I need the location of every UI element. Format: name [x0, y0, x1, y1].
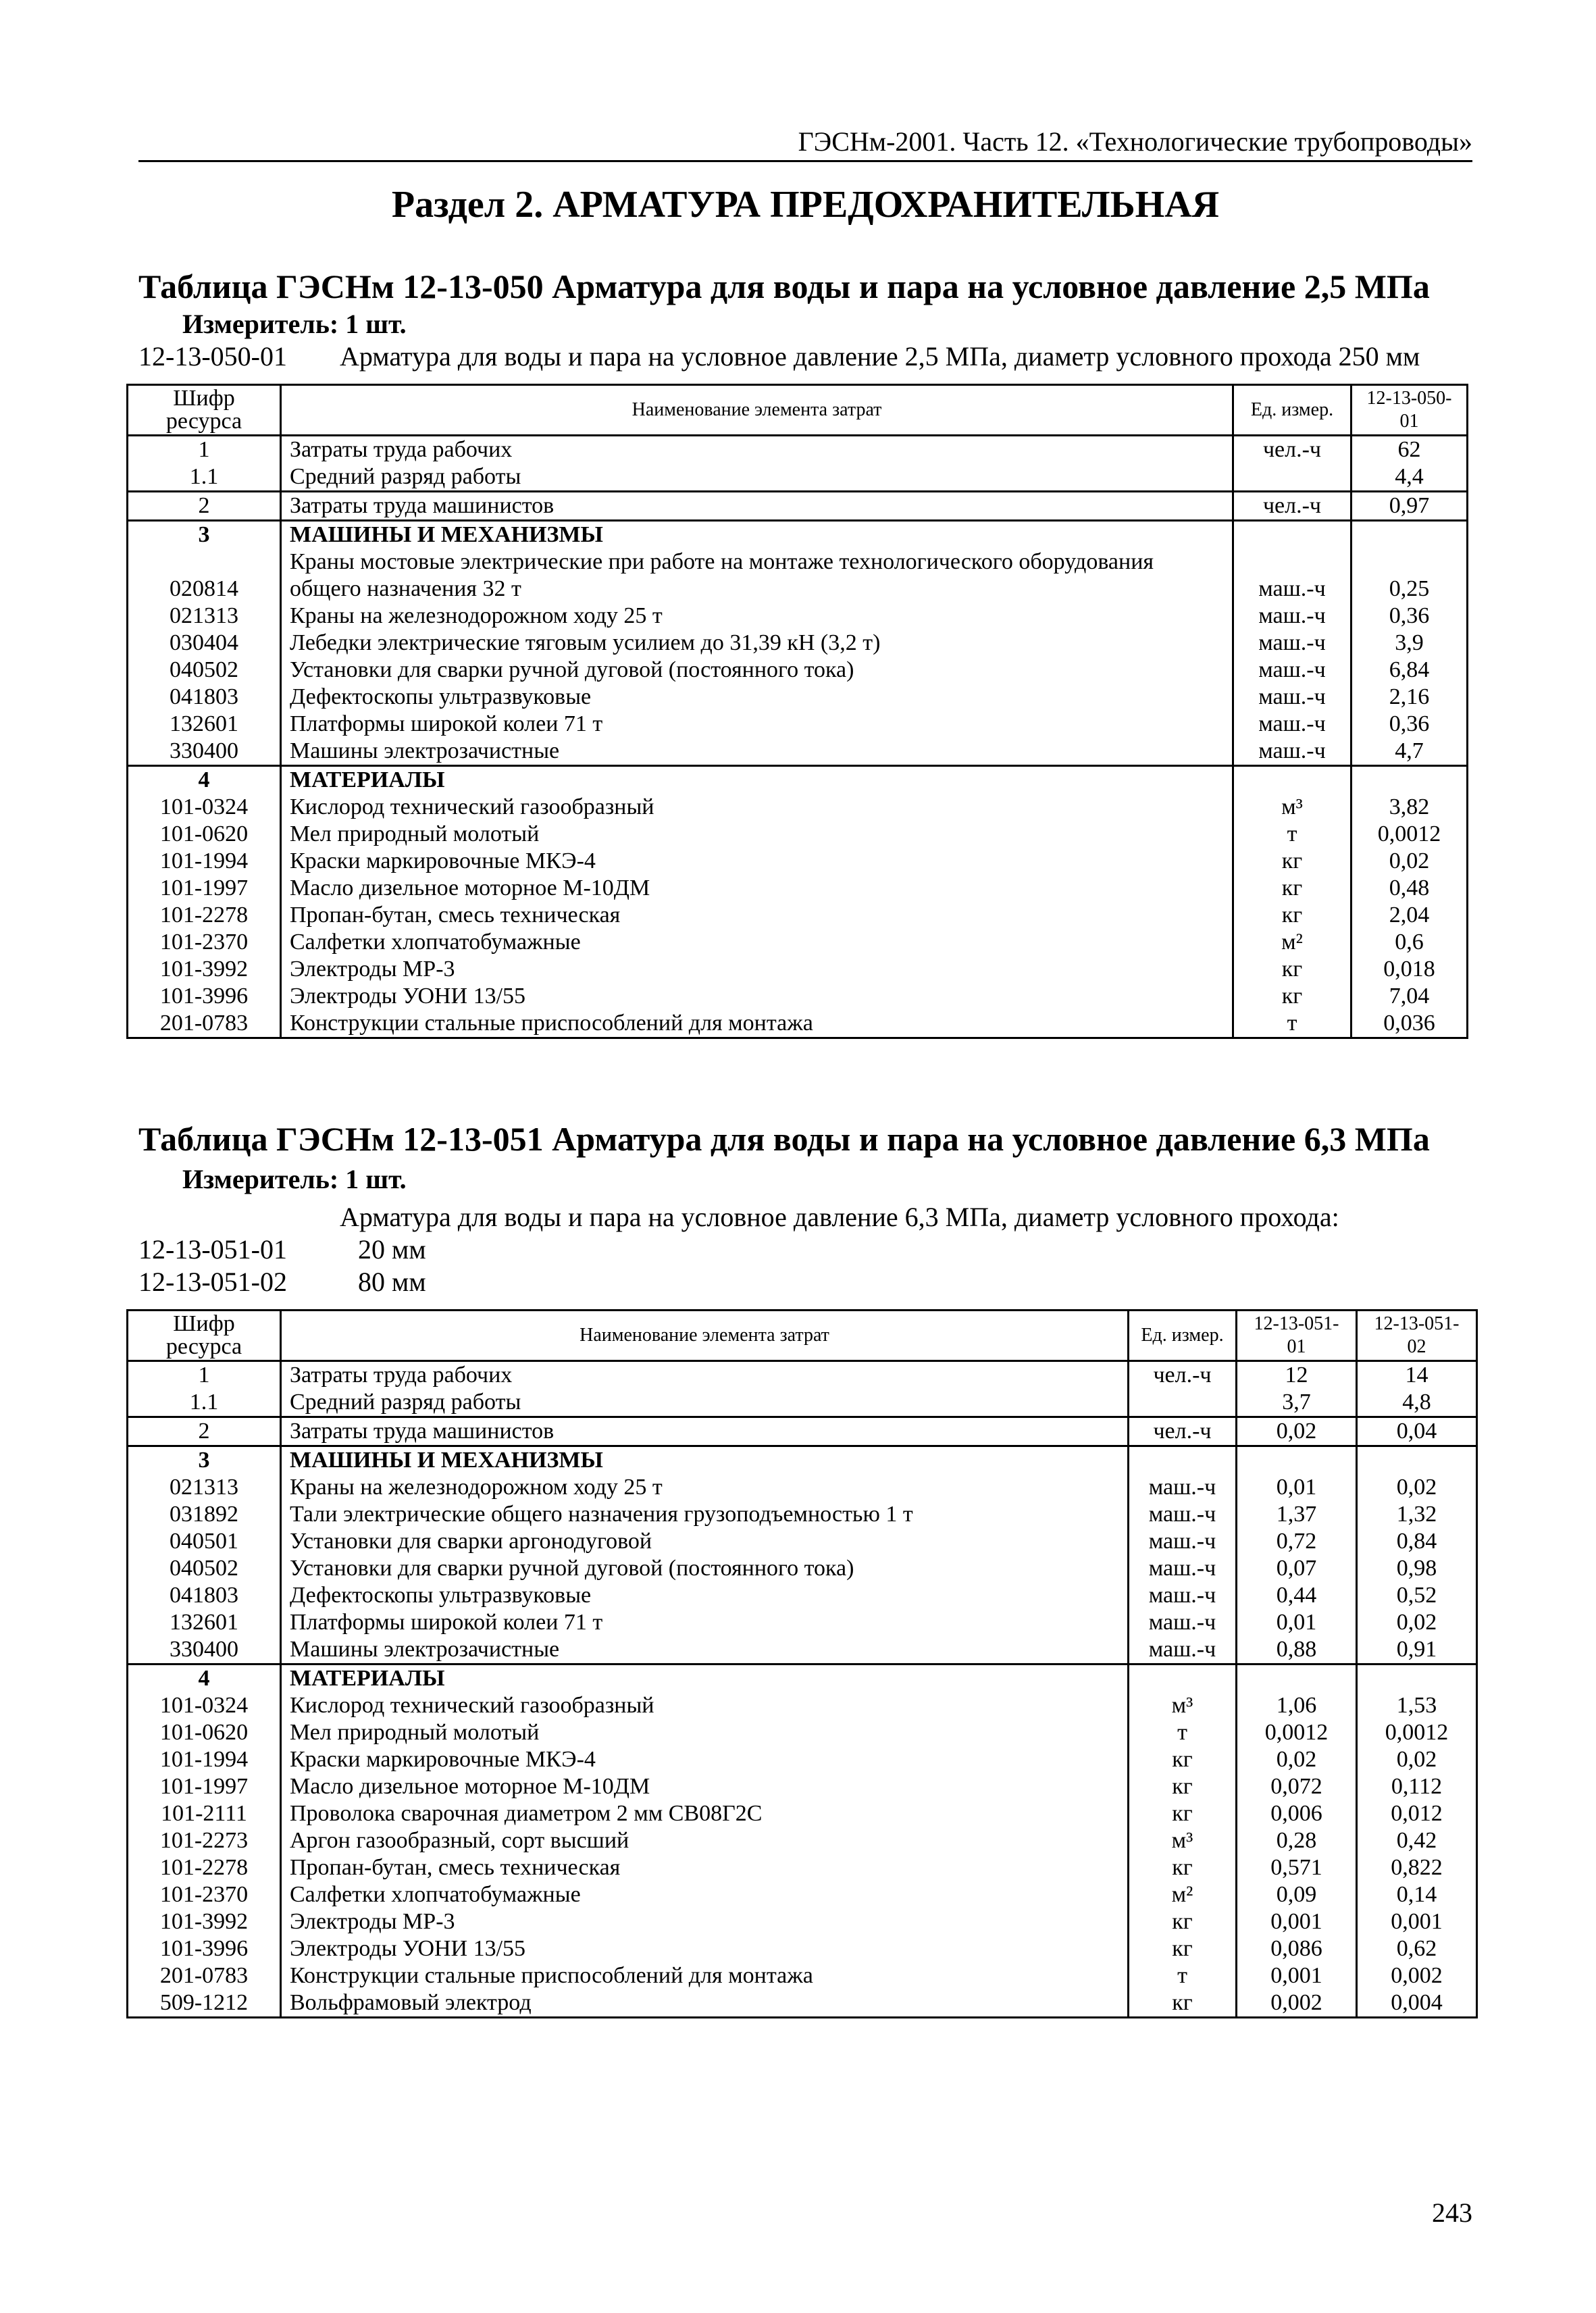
cell-v1: 0,28 [1237, 1827, 1357, 1854]
cell-v2: 0,14 [1357, 1881, 1477, 1908]
table-row [128, 1935, 1477, 1962]
cell-v1: 0,44 [1237, 1582, 1357, 1609]
table-row [128, 1664, 1477, 1693]
table-row [128, 711, 1468, 738]
cell-name: Электроды УОНИ 13/55 [281, 1935, 1129, 1962]
table2-desc: Арматура для воды и пара на условное давление 6,3 МПа, диаметр условного прохода: [340, 1202, 1339, 1232]
cell-unit: м² [1129, 1881, 1237, 1908]
cell-v2: 0,98 [1357, 1555, 1477, 1582]
cell-v2: 1,53 [1357, 1692, 1477, 1719]
cell-code: 201-0783 [128, 1010, 281, 1038]
cell-name: Средний разряд работы [281, 1389, 1129, 1417]
table2-subitem-code: 12-13-051-02 [138, 1267, 287, 1297]
table-row [128, 983, 1468, 1010]
cell-v2: 4,8 [1357, 1389, 1477, 1417]
cell-unit: маш.-ч [1233, 711, 1352, 738]
cell-v1: 0,0012 [1352, 821, 1468, 848]
table-row [128, 1582, 1477, 1609]
cell-name: Машины электрозачистные [281, 738, 1233, 766]
cell-v1: 2,16 [1352, 684, 1468, 711]
cell-unit: м³ [1233, 794, 1352, 821]
cell-name: Проволока сварочная диаметром 2 мм СВ08Г2С [281, 1800, 1129, 1827]
cell-code: 101-2278 [128, 1854, 281, 1881]
cell-code: 041803 [128, 1582, 281, 1609]
cell-unit: кг [1233, 902, 1352, 929]
cell-name: Затраты труда машинистов [281, 1417, 1129, 1446]
cell-v2: 14 [1357, 1361, 1477, 1390]
cell-code: 101-2273 [128, 1827, 281, 1854]
cell-code: 101-2111 [128, 1800, 281, 1827]
cell-name: Установки для сварки ручной дуговой (постоянного тока) [281, 657, 1233, 684]
cell-unit: маш.-ч [1233, 657, 1352, 684]
cell-code: 132601 [128, 711, 281, 738]
cell-unit: кг [1233, 875, 1352, 902]
cell-v1: 0,36 [1352, 711, 1468, 738]
cell-code: 101-3992 [128, 956, 281, 983]
cell-code: 3 [128, 1446, 281, 1475]
table-row [128, 1800, 1477, 1827]
table-row [128, 956, 1468, 983]
cell-unit [1233, 463, 1352, 492]
cell-name: Машины электрозачистные [281, 1636, 1129, 1664]
cell-unit: маш.-ч [1129, 1528, 1237, 1555]
cell-v2: 0,004 [1357, 1989, 1477, 2018]
cell-v1: 12 [1237, 1361, 1357, 1390]
cell-code: 1 [128, 1361, 281, 1390]
table-row [128, 1719, 1477, 1746]
table2-subitem-code: 12-13-051-01 [138, 1234, 287, 1265]
table2-subitem-text: 80 мм [358, 1267, 426, 1297]
cell-v2 [1357, 1446, 1477, 1475]
cell-code: 330400 [128, 1636, 281, 1664]
cell-code: 101-3992 [128, 1908, 281, 1935]
cell-code: 2 [128, 492, 281, 521]
cell-unit: кг [1129, 1854, 1237, 1881]
cell-v2: 0,0012 [1357, 1719, 1477, 1746]
cell-v2: 0,02 [1357, 1474, 1477, 1501]
cell-unit: кг [1129, 1773, 1237, 1800]
cell-v1: 0,97 [1352, 492, 1468, 521]
table2-subitem-text: 20 мм [358, 1234, 426, 1265]
cell-code: 101-0324 [128, 794, 281, 821]
cell-unit: м³ [1129, 1827, 1237, 1854]
cell-code: 040502 [128, 1555, 281, 1582]
cell-name: Затраты труда рабочих [281, 1361, 1129, 1390]
cell-unit: маш.-ч [1233, 684, 1352, 711]
table-row [128, 1989, 1477, 2018]
table-row [128, 1962, 1477, 1989]
table-row [128, 549, 1468, 603]
table-row [128, 821, 1468, 848]
cell-name: Аргон газообразный, сорт высший [281, 1827, 1129, 1854]
cell-name: Дефектоскопы ультразвуковые [281, 684, 1233, 711]
cell-v1: 0,02 [1237, 1417, 1357, 1446]
page-number: 243 [1432, 2197, 1472, 2228]
cell-code: 101-1994 [128, 1746, 281, 1773]
cell-unit: т [1233, 821, 1352, 848]
running-header: ГЭСНм-2001. Часть 12. «Технологические трубопроводы» [138, 125, 1472, 162]
cell-v1: 0,07 [1237, 1555, 1357, 1582]
cell-unit: кг [1233, 983, 1352, 1010]
cell-unit: кг [1129, 1800, 1237, 1827]
cell-v1: 0,01 [1237, 1609, 1357, 1636]
cell-v1: 0,571 [1237, 1854, 1357, 1881]
table-row [128, 1361, 1477, 1390]
cell-unit: чел.-ч [1129, 1417, 1237, 1446]
cell-name: Затраты труда машинистов [281, 492, 1233, 521]
table-row [128, 1474, 1477, 1501]
table-row [128, 1417, 1477, 1446]
cell-code: 4 [128, 766, 281, 794]
table2-col-v2: 12-13-051-02 [1357, 1311, 1477, 1361]
cell-name: МАШИНЫ И МЕХАНИЗМЫ [281, 1446, 1129, 1475]
cell-code: 101-2370 [128, 929, 281, 956]
table-row [128, 1773, 1477, 1800]
cell-code: 101-2370 [128, 1881, 281, 1908]
cell-v1: 0,02 [1237, 1746, 1357, 1773]
table1-title: Таблица ГЭСНм 12-13-050 Арматура для воды и пара на условное давление 2,5 МПа [138, 268, 1430, 305]
cell-unit: м³ [1129, 1692, 1237, 1719]
cell-code: 021313 [128, 603, 281, 630]
cell-name: МАТЕРИАЛЫ [281, 766, 1233, 794]
table-row [128, 1010, 1468, 1038]
cell-unit: маш.-ч [1129, 1501, 1237, 1528]
cell-name: Салфетки хлопчатобумажные [281, 929, 1233, 956]
cell-v1 [1352, 521, 1468, 549]
table1-code-line [138, 340, 1420, 373]
table-row [128, 1881, 1477, 1908]
table-row [128, 630, 1468, 657]
table1-col-code: Шифр ресурса [128, 385, 281, 436]
cell-unit [1129, 1446, 1237, 1475]
cell-name: Платформы широкой колеи 71 т [281, 1609, 1129, 1636]
cell-v1: 0,48 [1352, 875, 1468, 902]
cell-v1: 0,6 [1352, 929, 1468, 956]
cell-name: Установки для сварки ручной дуговой (постоянного тока) [281, 1555, 1129, 1582]
cell-v1: 0,01 [1237, 1474, 1357, 1501]
cell-v1: 4,4 [1352, 463, 1468, 492]
cell-unit: маш.-ч [1233, 549, 1352, 603]
cell-v2: 0,52 [1357, 1582, 1477, 1609]
cell-unit: т [1233, 1010, 1352, 1038]
cell-code: 021313 [128, 1474, 281, 1501]
cell-v2: 1,32 [1357, 1501, 1477, 1528]
cell-code: 101-2278 [128, 902, 281, 929]
cell-unit: маш.-ч [1129, 1636, 1237, 1664]
cell-name: Масло дизельное моторное М-10ДМ [281, 875, 1233, 902]
table-row [128, 902, 1468, 929]
table2-subitem [138, 1234, 426, 1266]
table-row [128, 436, 1468, 464]
cell-unit: кг [1233, 956, 1352, 983]
cell-unit: т [1129, 1719, 1237, 1746]
cell-code: 201-0783 [128, 1962, 281, 1989]
cell-unit: маш.-ч [1129, 1582, 1237, 1609]
table1-item-code: 12-13-050-01 [138, 341, 287, 372]
cell-code: 330400 [128, 738, 281, 766]
table-row [128, 1446, 1477, 1475]
cell-v1: 1,37 [1237, 1501, 1357, 1528]
cell-unit: кг [1129, 1935, 1237, 1962]
table1-col-unit: Ед. измер. [1233, 385, 1352, 436]
cell-name: Кислород технический газообразный [281, 1692, 1129, 1719]
cell-v2: 0,112 [1357, 1773, 1477, 1800]
cell-code: 101-1994 [128, 848, 281, 875]
cell-unit: маш.-ч [1233, 738, 1352, 766]
cell-v1 [1237, 1664, 1357, 1693]
table-row [128, 1692, 1477, 1719]
cell-v1: 0,036 [1352, 1010, 1468, 1038]
cell-v2: 0,91 [1357, 1636, 1477, 1664]
cell-unit: маш.-ч [1233, 603, 1352, 630]
cell-unit: т [1129, 1962, 1237, 1989]
cell-v1: 3,82 [1352, 794, 1468, 821]
table-row [128, 463, 1468, 492]
cell-code: 1.1 [128, 1389, 281, 1417]
cell-v2: 0,012 [1357, 1800, 1477, 1827]
cell-name: МАТЕРИАЛЫ [281, 1664, 1129, 1693]
cell-v1: 62 [1352, 436, 1468, 464]
cell-code: 101-0324 [128, 1692, 281, 1719]
cell-unit: чел.-ч [1129, 1361, 1237, 1390]
cell-v1: 0,001 [1237, 1962, 1357, 1989]
cell-code: 020814 [128, 549, 281, 603]
cell-v1: 0,02 [1352, 848, 1468, 875]
table-row [128, 1854, 1477, 1881]
cell-v1: 0,25 [1352, 549, 1468, 603]
cell-v1: 3,7 [1237, 1389, 1357, 1417]
cell-v2: 0,002 [1357, 1962, 1477, 1989]
cell-name: Мел природный молотый [281, 1719, 1129, 1746]
cell-name: Краны на железнодорожном ходу 25 т [281, 1474, 1129, 1501]
table-row [128, 603, 1468, 630]
cell-name: Платформы широкой колеи 71 т [281, 711, 1233, 738]
cell-unit: м² [1233, 929, 1352, 956]
table-row [128, 738, 1468, 766]
cell-name: Пропан-бутан, смесь техническая [281, 1854, 1129, 1881]
cell-code: 101-1997 [128, 1773, 281, 1800]
cell-code: 509-1212 [128, 1989, 281, 2018]
table2-title: Таблица ГЭСНм 12-13-051 Арматура для воды и пара на условное давление 6,3 МПа [138, 1120, 1430, 1158]
cell-name: Конструкции стальные приспособлений для монтажа [281, 1962, 1129, 1989]
table-row [128, 1528, 1477, 1555]
cell-unit [1129, 1664, 1237, 1693]
cell-v1: 3,9 [1352, 630, 1468, 657]
cell-v2: 0,02 [1357, 1609, 1477, 1636]
cell-name: Краски маркировочные МКЭ-4 [281, 1746, 1129, 1773]
cell-code: 040502 [128, 657, 281, 684]
cell-unit: кг [1129, 1908, 1237, 1935]
cell-name: Электроды УОНИ 13/55 [281, 983, 1233, 1010]
cell-unit: чел.-ч [1233, 436, 1352, 464]
cell-v1: 0,09 [1237, 1881, 1357, 1908]
table2-col-code: Шифр ресурса [128, 1311, 281, 1361]
cell-name: Краны мостовые электрические при работе на монтаже технологического оборудования общего назначения 32 т [281, 549, 1233, 603]
cell-v1: 0,002 [1237, 1989, 1357, 2018]
cell-name: Лебедки электрические тяговым усилием до 31,39 кН (3,2 т) [281, 630, 1233, 657]
cell-code: 101-0620 [128, 1719, 281, 1746]
cell-code: 101-0620 [128, 821, 281, 848]
cell-name: Установки для сварки аргонодуговой [281, 1528, 1129, 1555]
section-title: Раздел 2. АРМАТУРА ПРЕДОХРАНИТЕЛЬНАЯ [391, 184, 1220, 226]
table-row [128, 1389, 1477, 1417]
cell-unit [1233, 766, 1352, 794]
cell-v1: 0,086 [1237, 1935, 1357, 1962]
table-row [128, 794, 1468, 821]
cell-unit [1233, 521, 1352, 549]
cell-code: 1 [128, 436, 281, 464]
cell-v1: 6,84 [1352, 657, 1468, 684]
cell-unit: кг [1233, 848, 1352, 875]
cell-name: Пропан-бутан, смесь техническая [281, 902, 1233, 929]
cell-unit: чел.-ч [1233, 492, 1352, 521]
table-row [128, 492, 1468, 521]
cell-code: 040501 [128, 1528, 281, 1555]
cell-code: 041803 [128, 684, 281, 711]
cell-name: Тали электрические общего назначения грузоподъемностью 1 т [281, 1501, 1129, 1528]
table-row [128, 1636, 1477, 1664]
table2 [126, 1309, 1478, 2018]
cell-name: Средний разряд работы [281, 463, 1233, 492]
cell-name: Краски маркировочные МКЭ-4 [281, 848, 1233, 875]
cell-v1: 0,006 [1237, 1800, 1357, 1827]
cell-v1: 4,7 [1352, 738, 1468, 766]
cell-name: МАШИНЫ И МЕХАНИЗМЫ [281, 521, 1233, 549]
cell-v2 [1357, 1664, 1477, 1693]
table2-subitem [138, 1266, 426, 1298]
table-row [128, 848, 1468, 875]
cell-v1: 2,04 [1352, 902, 1468, 929]
table1-item-desc: Арматура для воды и пара на условное давление 2,5 МПа, диаметр условного прохода 250 мм [340, 341, 1420, 372]
table-row [128, 929, 1468, 956]
cell-name: Электроды МР-3 [281, 1908, 1129, 1935]
cell-code: 1.1 [128, 463, 281, 492]
cell-v2: 0,04 [1357, 1417, 1477, 1446]
table-row [128, 684, 1468, 711]
cell-unit: маш.-ч [1129, 1555, 1237, 1582]
cell-v2: 0,42 [1357, 1827, 1477, 1854]
table2-measure: Измеритель: 1 шт. [182, 1164, 407, 1194]
table-row [128, 766, 1468, 794]
cell-v1: 1,06 [1237, 1692, 1357, 1719]
cell-code: 031892 [128, 1501, 281, 1528]
cell-name: Конструкции стальные приспособлений для монтажа [281, 1010, 1233, 1038]
cell-v1: 0,072 [1237, 1773, 1357, 1800]
cell-unit: кг [1129, 1989, 1237, 2018]
table-row [128, 875, 1468, 902]
table-row [128, 1746, 1477, 1773]
cell-v2: 0,822 [1357, 1854, 1477, 1881]
cell-name: Затраты труда рабочих [281, 436, 1233, 464]
cell-name: Мел природный молотый [281, 821, 1233, 848]
table2-col-name: Наименование элемента затрат [281, 1311, 1129, 1361]
table1-col-v1: 12-13-050-01 [1352, 385, 1468, 436]
table-row [128, 1501, 1477, 1528]
cell-unit [1129, 1389, 1237, 1417]
cell-code: 101-1997 [128, 875, 281, 902]
table-row [128, 1908, 1477, 1935]
cell-unit: маш.-ч [1233, 630, 1352, 657]
table-row [128, 1827, 1477, 1854]
cell-v1: 0,36 [1352, 603, 1468, 630]
cell-unit: кг [1129, 1746, 1237, 1773]
cell-name: Вольфрамовый электрод [281, 1989, 1129, 2018]
cell-code: 3 [128, 521, 281, 549]
cell-name: Масло дизельное моторное М-10ДМ [281, 1773, 1129, 1800]
cell-v1 [1237, 1446, 1357, 1475]
cell-code: 101-3996 [128, 1935, 281, 1962]
cell-v1: 0,88 [1237, 1636, 1357, 1664]
cell-unit: маш.-ч [1129, 1474, 1237, 1501]
table-row [128, 657, 1468, 684]
cell-code: 4 [128, 1664, 281, 1693]
cell-name: Краны на железнодорожном ходу 25 т [281, 603, 1233, 630]
table-row [128, 521, 1468, 549]
cell-name: Электроды МР-3 [281, 956, 1233, 983]
table1-measure: Измеритель: 1 шт. [182, 309, 407, 339]
table-row [128, 1555, 1477, 1582]
cell-code: 030404 [128, 630, 281, 657]
cell-v1: 0,72 [1237, 1528, 1357, 1555]
cell-v2: 0,001 [1357, 1908, 1477, 1935]
cell-unit: маш.-ч [1129, 1609, 1237, 1636]
cell-v2: 0,02 [1357, 1746, 1477, 1773]
cell-code: 2 [128, 1417, 281, 1446]
cell-name: Дефектоскопы ультразвуковые [281, 1582, 1129, 1609]
cell-code: 132601 [128, 1609, 281, 1636]
cell-v1: 7,04 [1352, 983, 1468, 1010]
table2-col-unit: Ед. измер. [1129, 1311, 1237, 1361]
table1-header-row [128, 385, 1468, 436]
cell-v1: 0,001 [1237, 1908, 1357, 1935]
table2-col-v1: 12-13-051-01 [1237, 1311, 1357, 1361]
cell-name: Салфетки хлопчатобумажные [281, 1881, 1129, 1908]
cell-code: 101-3996 [128, 983, 281, 1010]
cell-v1 [1352, 766, 1468, 794]
cell-v2: 0,62 [1357, 1935, 1477, 1962]
table1-col-name: Наименование элемента затрат [281, 385, 1233, 436]
table1 [126, 384, 1468, 1039]
table2-header-row [128, 1311, 1477, 1361]
cell-v2: 0,84 [1357, 1528, 1477, 1555]
cell-name: Кислород технический газообразный [281, 794, 1233, 821]
table-row [128, 1609, 1477, 1636]
cell-v1: 0,0012 [1237, 1719, 1357, 1746]
cell-v1: 0,018 [1352, 956, 1468, 983]
